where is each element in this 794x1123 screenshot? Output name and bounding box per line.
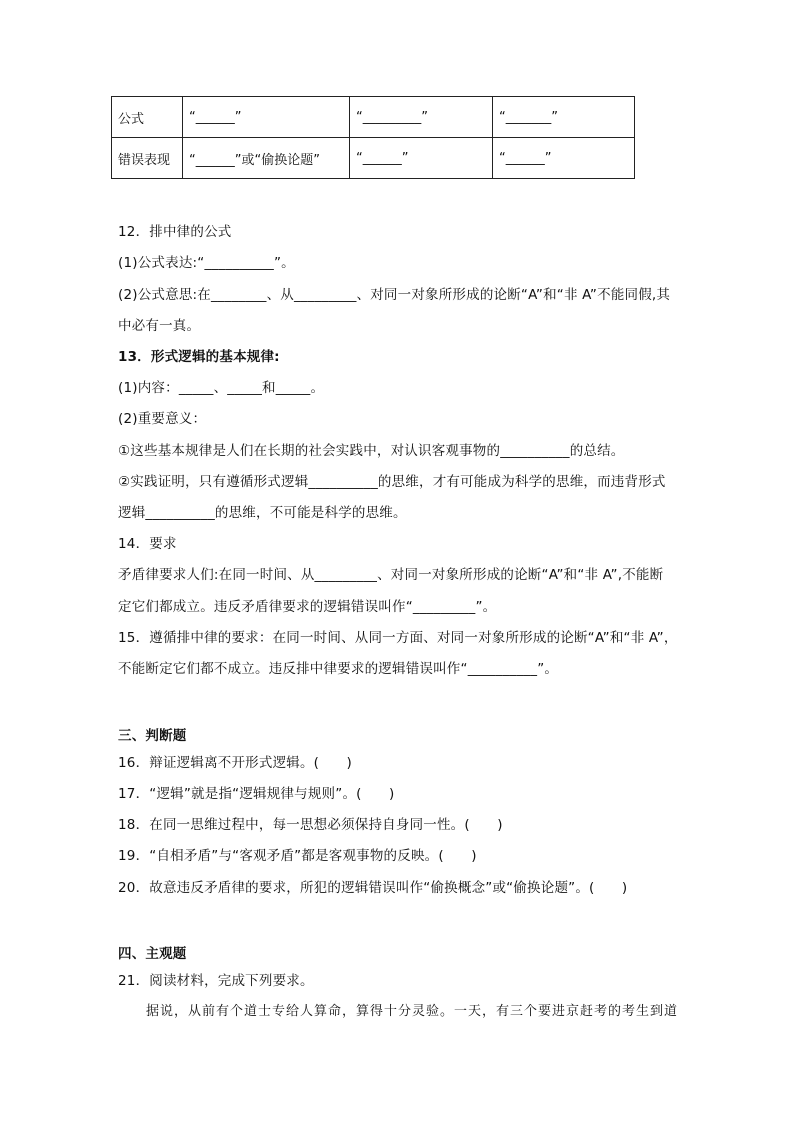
question-13-part-1: (1)内容：_____、_____和_____。 [118, 380, 325, 396]
question-12-part-2-cont: 中必有一真。 [118, 318, 201, 334]
table-cell: 公式 [112, 97, 183, 138]
question-15-text: 15．遵循排中律的要求：在同一时间、从同一方面、对同一对象所形成的论断“A”和“非 A”， [118, 630, 678, 646]
question-18: 18．在同一思维过程中，每一思想必须保持自身同一性。( ) [118, 817, 503, 833]
question-20: 20．故意违反矛盾律的要求，所犯的逻辑错误叫作“偷换概念”或“偷换论题”。( ) [118, 880, 628, 896]
question-12-part-2: (2)公式意思:在________、从_________、对同一对象所形成的论断“A”和“非 A”不能同假,其 [118, 287, 671, 303]
question-13-item-1: ①这些基本规律是人们在长期的社会实践中，对认识客观事物的__________的总结。 [118, 443, 625, 459]
question-17: 17．“逻辑”就是指“逻辑规律与规则”。( ) [118, 786, 395, 802]
section-3-heading: 三、判断题 [118, 728, 187, 744]
table-cell: “______” [493, 138, 635, 179]
table-cell: 错误表现 [112, 138, 183, 179]
table-cell: “_________” [350, 97, 493, 138]
logic-law-table [111, 96, 635, 179]
question-16: 16．辩证逻辑离不开形式逻辑。( ) [118, 755, 353, 771]
question-19: 19．“自相矛盾”与“客观矛盾”都是客观事物的反映。( ) [118, 848, 477, 864]
question-21: 21．阅读材料，完成下列要求。 [118, 973, 314, 989]
reading-material: 据说，从前有个道士专给人算命，算得十分灵验。一天，有三个要进京赶考的考生到道 [118, 1004, 679, 1019]
question-14-title: 14．要求 [118, 536, 177, 552]
question-13-title: 13．形式逻辑的基本规律: [118, 349, 280, 365]
question-13-item-2: ②实践证明，只有遵循形式逻辑__________的思维，才有可能成为科学的思维，而违背形式 [118, 474, 666, 490]
table-row [112, 138, 635, 179]
question-12-title: 12．排中律的公式 [118, 224, 232, 240]
table-cell: “_______” [493, 97, 635, 138]
section-4-heading: 四、主观题 [118, 946, 187, 962]
table-row [112, 97, 635, 138]
table-cell: “______” [183, 97, 350, 138]
table-cell: “______”或“偷换论题” [183, 138, 350, 179]
table-cell: “______” [350, 138, 493, 179]
question-13-item-2-cont: 逻辑__________的思维，不可能是科学的思维。 [118, 505, 407, 521]
question-13-part-2: (2)重要意义： [118, 411, 207, 427]
question-15-text-cont: 不能断定它们都不成立。违反排中律要求的逻辑错误叫作“__________”。 [118, 661, 559, 677]
question-12-part-1: (1)公式表达:“__________”。 [118, 255, 295, 271]
question-14-text: 矛盾律要求人们:在同一时间、从_________、对同一对象所形成的论断“A”和“非 A”,不能断 [118, 567, 664, 583]
question-14-text-cont: 定它们都成立。违反矛盾律要求的逻辑错误叫作“_________”。 [118, 599, 497, 615]
